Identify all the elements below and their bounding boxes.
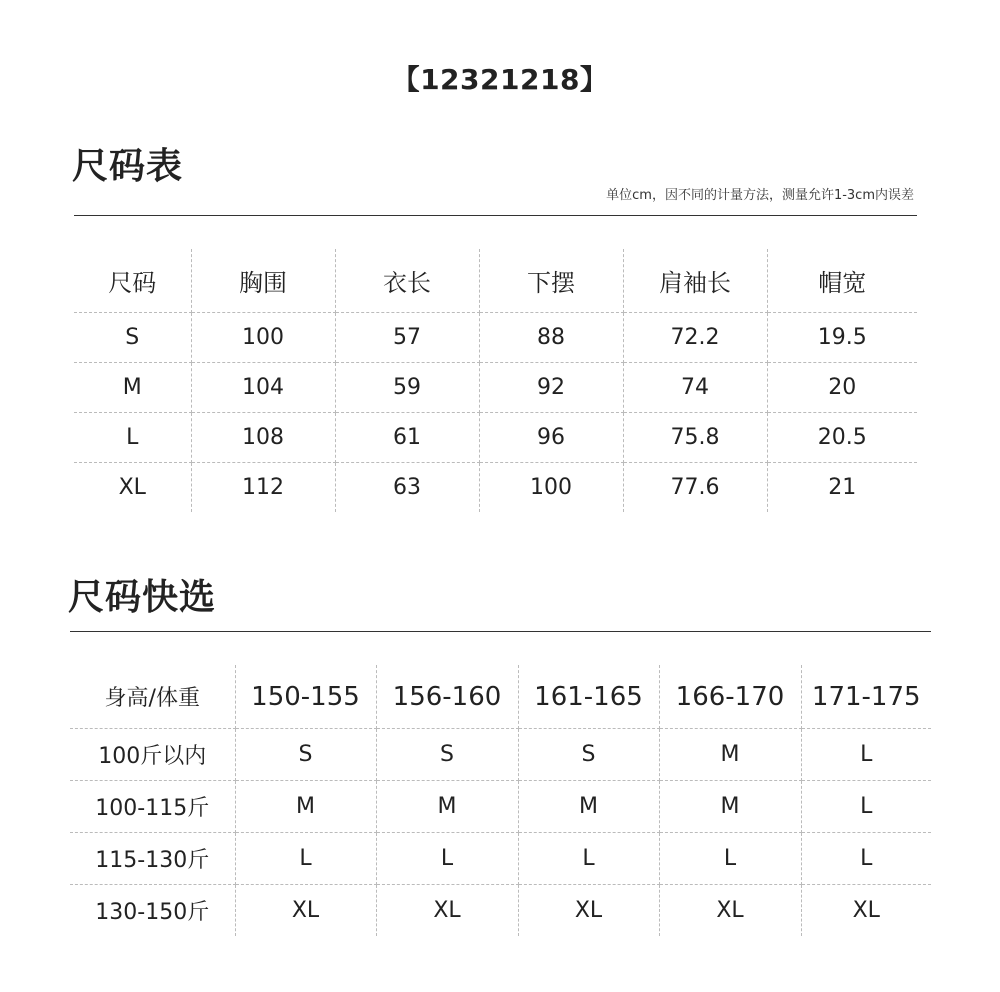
column-header: 尺码 xyxy=(74,249,191,313)
table-row xyxy=(70,833,931,885)
table-cell: XL xyxy=(518,885,659,937)
table-cell: 108 xyxy=(191,413,335,463)
table-cell: M xyxy=(376,781,518,833)
table-cell: 20 xyxy=(767,363,917,413)
quick-size-title: 尺码快选 xyxy=(68,577,217,618)
measurement-note: 单位cm，因不同的计量方法，测量允许1-3cm内误差 xyxy=(606,188,914,203)
table-cell: L xyxy=(74,413,191,463)
table-cell: 77.6 xyxy=(623,463,767,513)
table-cell: 72.2 xyxy=(623,313,767,363)
weight-label: 100-115斤 xyxy=(70,781,235,833)
table-cell: L xyxy=(659,833,801,885)
size-chart-table xyxy=(74,249,917,512)
table-cell: 61 xyxy=(335,413,479,463)
table-cell: 59 xyxy=(335,363,479,413)
table-row xyxy=(74,313,917,363)
table-cell: 100 xyxy=(191,313,335,363)
height-header: 171-175 xyxy=(801,665,931,729)
table-cell: S xyxy=(235,729,376,781)
height-header: 150-155 xyxy=(235,665,376,729)
table-cell: M xyxy=(659,781,801,833)
table-cell: S xyxy=(74,313,191,363)
table-cell: 92 xyxy=(479,363,623,413)
weight-label: 130-150斤 xyxy=(70,885,235,937)
table-cell: 19.5 xyxy=(767,313,917,363)
table-cell: XL xyxy=(659,885,801,937)
table-row xyxy=(74,363,917,413)
table-cell: 75.8 xyxy=(623,413,767,463)
table-cell: XL xyxy=(852,898,880,923)
table-cell: 74 xyxy=(623,363,767,413)
table-cell: 96 xyxy=(479,413,623,463)
table-cell: M xyxy=(235,781,376,833)
column-header: 帽宽 xyxy=(767,249,917,313)
table-cell: L xyxy=(801,781,931,833)
table-row xyxy=(74,463,917,513)
section-divider xyxy=(74,215,917,216)
table-cell: L xyxy=(801,833,931,885)
table-cell: 100 xyxy=(479,463,623,513)
table-cell: 88 xyxy=(479,313,623,363)
height-header: 166-170 xyxy=(659,665,801,729)
table-header-row xyxy=(74,249,917,313)
table-cell: 104 xyxy=(191,363,335,413)
product-code: 【12321218】 xyxy=(391,63,609,96)
table-cell: S xyxy=(376,729,518,781)
table-row xyxy=(70,885,931,937)
column-header: 胸围 xyxy=(191,249,335,313)
table-cell: M xyxy=(74,363,191,413)
table-cell: L xyxy=(376,833,518,885)
table-cell: L xyxy=(518,833,659,885)
column-header: 衣长 xyxy=(335,249,479,313)
table-cell: XL xyxy=(235,885,376,937)
table-cell: 21 xyxy=(828,475,857,500)
table-cell: 57 xyxy=(335,313,479,363)
table-cell: L xyxy=(801,729,931,781)
table-cell: 20.5 xyxy=(767,413,917,463)
weight-label: 115-130斤 xyxy=(70,833,235,885)
table-row xyxy=(70,729,931,781)
height-header: 161-165 xyxy=(518,665,659,729)
table-cell: 112 xyxy=(191,463,335,513)
table-cell: XL xyxy=(376,885,518,937)
weight-label: 100斤以内 xyxy=(70,729,235,781)
column-header: 下摆 xyxy=(479,249,623,313)
corner-header: 身高/体重 xyxy=(70,665,235,729)
table-cell: S xyxy=(518,729,659,781)
table-cell: 63 xyxy=(335,463,479,513)
section-divider xyxy=(70,631,931,632)
table-cell: XL xyxy=(74,463,191,513)
table-cell: M xyxy=(518,781,659,833)
table-header-row xyxy=(70,665,931,729)
height-header: 156-160 xyxy=(376,665,518,729)
quick-size-table xyxy=(70,665,931,936)
column-header: 肩袖长 xyxy=(623,249,767,313)
size-chart-title: 尺码表 xyxy=(72,146,184,187)
table-cell: M xyxy=(659,729,801,781)
table-row xyxy=(74,413,917,463)
table-cell: L xyxy=(235,833,376,885)
table-row xyxy=(70,781,931,833)
